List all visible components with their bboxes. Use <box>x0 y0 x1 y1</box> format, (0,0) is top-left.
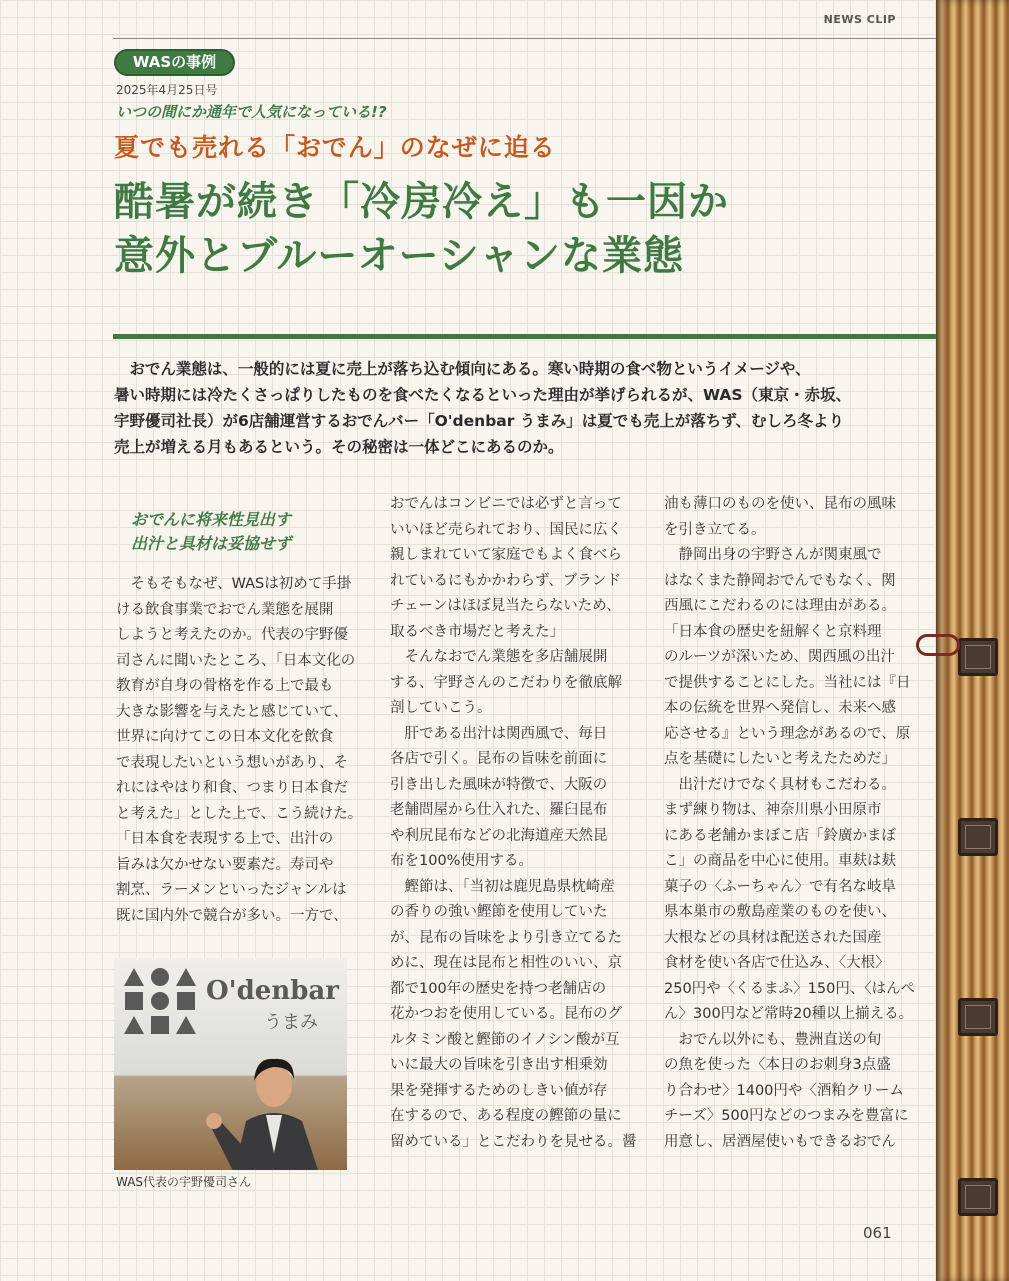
umami-logo-icon <box>120 966 200 1036</box>
section-heading <box>131 508 291 556</box>
issue-date: 2025年4月25日号 <box>116 83 218 97</box>
body-text-line: めに、現在は昆布と相性のいい、京 <box>390 955 622 971</box>
body-text-line: 静岡出身の宇野さんが関東風で <box>664 547 882 563</box>
body-text-line: こ」の商品を中心に使用。車麸は麸 <box>664 853 896 869</box>
body-text-line: で提供することにした。当社には『日 <box>664 674 911 691</box>
body-text-line: そんなおでん業態を多店舗展開 <box>390 649 608 665</box>
body-text-line: まず練り物は、神奈川県小田原市 <box>664 802 882 818</box>
body-text-line: ける飲食事業でおでん業態を展開 <box>116 601 334 618</box>
body-text-line: 世界に向けてこの日本文化を飲食 <box>116 729 334 745</box>
body-text-line: 旨みは欠かせない要素だ。寿司や <box>116 856 334 873</box>
lead-line: 売上が増える月もあるという。その秘密は一体どこにあるのか。 <box>114 438 564 456</box>
body-text-line: 各店で引く。昆布の旨味を前面に <box>390 751 608 767</box>
body-text-line: 用意し、居酒屋使いもできるおでん <box>664 1133 896 1150</box>
body-text-line: 教育が自身の骨格を作る上で最も <box>116 678 334 694</box>
section-heading-line: おでんに将来性見出す <box>131 510 291 529</box>
body-text-line: 布を100%使用する。 <box>390 853 533 869</box>
kicker: いつの間にか通年で人気になっている!? <box>116 103 387 121</box>
body-text-line: ルタミン酸と鰹節のイノシン酸が互 <box>390 1031 620 1048</box>
body-text-line: する、宇野さんのこだわりを徹底解 <box>390 674 622 691</box>
body-text-line: 県本巣市の敷島産業のものを使い、 <box>664 904 896 920</box>
headline-line-1: 酷暑が続き「冷房冷え」も一因か <box>114 178 729 225</box>
body-text-line: 都で100年の歴史を持つ老舗店の <box>390 980 607 997</box>
body-text-line: チーズ〉500円などのつまみを豊富に <box>664 1108 909 1124</box>
body-text-line: や利尻昆布などの北海道産天然昆 <box>390 827 608 844</box>
binder-tab <box>958 998 998 1036</box>
body-text-line: 留めている」とこだわりを見せる。醤 <box>390 1133 637 1150</box>
lead-line: 暑い時期には冷たくさっぱりしたものを食べたくなるといった理由が挙げられるが、WAS（東京・赤坂、 <box>114 386 852 404</box>
section-heading-line: 出汁と具材は妥協せず <box>131 534 292 553</box>
body-text-line: 剖していこう。 <box>390 700 492 716</box>
body-text-line: の香りの強い鰹節を使用していた <box>390 904 608 920</box>
body-text-line: のルーツが深いため、関西風の出汁 <box>664 649 895 665</box>
body-text-line: しようと考えたのか。代表の宇野優 <box>116 627 348 643</box>
body-text-line: と考えた」とした上で、こう続けた。 <box>116 805 363 822</box>
body-text-line: が、昆布の旨味をより引き立てるた <box>390 929 622 946</box>
body-text-line: 親しまれていて家庭でもよく食べら <box>390 547 622 563</box>
body-text-line: 肝である出汁は関西風で、毎日 <box>390 725 608 742</box>
body-text-line: 食材を使い各店で仕込み、〈大根〉 <box>664 955 890 971</box>
body-text-line: 西風にこだわるのには理由がある。 <box>664 598 896 614</box>
body-column-3 <box>664 492 915 1155</box>
body-text-line: 取るべき市場だと考えた」 <box>390 623 564 640</box>
lead-paragraph <box>114 356 904 460</box>
body-text-line: いに最大の旨味を引き出す相乗効 <box>390 1057 608 1073</box>
body-text-line: 既に国内外で競合が多い。一方で、 <box>116 907 348 924</box>
body-text-line: 鰹節は、「当初は鹿児島県枕崎産 <box>390 878 615 895</box>
body-text-line: れにはやはり和食、つまり日本食だ <box>116 780 348 796</box>
sign-brand: O'denbar <box>206 976 339 1006</box>
body-text-line: いいほど売られており、国民に広く <box>390 521 622 538</box>
category-badge: WASの事例 <box>114 49 235 76</box>
body-text-line: 「日本食を表現する上で、出汁の <box>116 831 334 847</box>
body-text-line: 油も薄口のものを使い、昆布の風味 <box>664 496 896 512</box>
body-text-line: り合わせ〉1400円や〈酒粕クリーム <box>664 1082 904 1099</box>
body-text-line: 割烹、ラーメンといったジャンルは <box>116 882 347 898</box>
body-text-line: 大きな影響を与えたと感じていて、 <box>116 703 348 720</box>
binder-tab <box>958 818 998 856</box>
body-text-line: 在するので、ある程度の鰹節の量に <box>390 1108 622 1124</box>
subtitle: 夏でも売れる「おでん」のなぜに迫る <box>114 133 556 162</box>
body-text-line: を引き立てる。 <box>664 521 766 538</box>
body-text-line: 菓子の〈ふーちゃん〉で有名な岐阜 <box>664 878 896 895</box>
top-divider <box>113 38 936 39</box>
body-text-line: ん〉300円など常時20種以上揃える。 <box>664 1006 914 1022</box>
body-text-line: 出汁だけでなく具材もこだわる。 <box>664 776 896 793</box>
body-text-line: 応させる』という理念があるので、原 <box>664 725 911 742</box>
section-label: NEWS CLIP <box>823 13 896 26</box>
title-divider <box>113 334 936 339</box>
body-text-line: 大根などの具材は配送された国産 <box>664 929 882 946</box>
body-text-line: チェーンはほぼ見当たらないため、 <box>390 598 621 614</box>
body-text-line: おでん以外にも、豊洲直送の旬 <box>664 1031 882 1048</box>
paper-clip-icon <box>916 634 960 656</box>
body-text-line: 本の伝統を世界へ発信し、未来へ感 <box>664 700 896 716</box>
body-column-2 <box>390 492 637 1155</box>
body-text-line: 司さんに聞いたところ、「日本文化の <box>116 652 356 669</box>
page-number: 061 <box>863 1224 892 1242</box>
body-text-line: 花かつおを使用している。昆布のグ <box>390 1006 622 1022</box>
body-text-line: にある老舗かまぼこ店「鈴廣かまぼ <box>664 827 896 844</box>
binder-tab <box>958 1178 998 1216</box>
body-text-line: れているにもかかわらず、ブランド <box>390 572 621 589</box>
body-text-line: の魚を使った〈本日のお刺身3点盛 <box>664 1057 891 1073</box>
body-text-line: 点を基礎にしたいと考えたためだ」 <box>664 751 896 767</box>
body-text-line: 引き出した風味が特徴で、大阪の <box>390 776 608 793</box>
headline-line-2: 意外とブルーオーシャンな業態 <box>114 232 684 279</box>
body-text-line: おでんはコンビニでは必ずと言って <box>390 496 622 512</box>
lead-line: おでん業態は、一般的には夏に売上が落ち込む傾向にある。寒い時期の食べ物というイメージや、 <box>114 360 811 378</box>
photo-caption: WAS代表の宇野優司さん <box>116 1175 252 1189</box>
body-text-line: で表現したいという想いがあり、そ <box>116 754 348 771</box>
binder-tab <box>958 638 998 676</box>
body-text-line: 果を発揮するためのしきい値が存 <box>390 1082 608 1099</box>
body-column-1 <box>116 572 363 929</box>
lead-line: 宇野優司社長）が6店舗運営するおでんバー「O'denbar うまみ」は夏でも売上が落ちず、むしろ冬より <box>114 412 845 430</box>
sign-sub: うまみ <box>264 1012 318 1033</box>
portrait-photo <box>114 958 347 1170</box>
body-text-line: 「日本食の歴史を紐解くと京料理 <box>664 623 882 640</box>
body-text-line: はなくまた静岡おでんでもなく、関 <box>664 572 896 589</box>
person-figure <box>194 1043 347 1170</box>
body-text-line: 老舗問屋から仕入れた、羅臼昆布 <box>390 802 608 818</box>
body-text-line: そもそもなぜ、WASは初めて手掛 <box>116 576 352 592</box>
body-text-line: 250円や〈くるまふ〉150円、〈はんぺ <box>664 980 915 997</box>
